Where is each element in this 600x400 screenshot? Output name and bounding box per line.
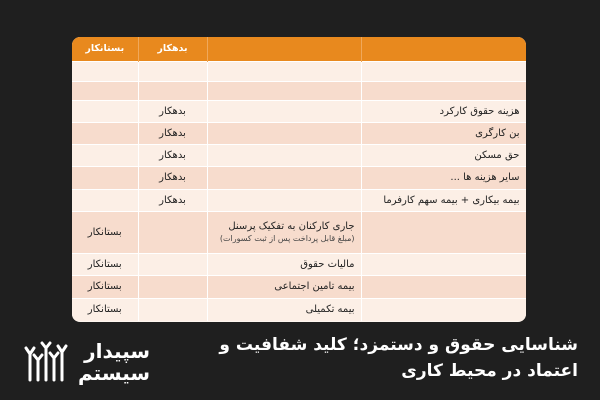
cell-description: سایر هزینه ها ... <box>361 166 526 189</box>
cell-amount <box>207 122 361 144</box>
table-row <box>72 275 526 298</box>
table-row <box>72 211 526 253</box>
table-row <box>72 298 526 321</box>
cell-amount <box>207 166 361 189</box>
table-row <box>72 253 526 275</box>
cell-debit: بدهکار <box>138 144 207 166</box>
cell-credit: بستانکار <box>72 275 138 298</box>
cell-amount: بیمه تامین اجتماعی <box>207 275 361 298</box>
cell-description: بیمه بیکاری + بیمه سهم کارفرما <box>361 189 526 211</box>
cell-debit <box>138 253 207 275</box>
cell-debit: بدهکار <box>138 100 207 122</box>
cell-amount <box>207 100 361 122</box>
cell-amount: مالیات حقوق <box>207 253 361 275</box>
cell-credit: بستانکار <box>72 298 138 321</box>
cell-debit <box>138 211 207 253</box>
cell-debit <box>138 61 207 81</box>
footer-title: شناسایی حقوق و دستمزد؛ کلید شفافیت و اعتماد در محیط کاری <box>219 335 578 381</box>
cell-debit: بدهکار <box>138 166 207 189</box>
cell-description: بن کارگری <box>361 122 526 144</box>
cell-debit <box>138 81 207 100</box>
table-row <box>72 189 526 211</box>
cell-amount <box>207 144 361 166</box>
cell-description: حق مسکن <box>361 144 526 166</box>
cell-amount-note: (مبلغ قابل پرداخت پس از ثبت کسورات) <box>219 234 355 243</box>
brand-line-2: سیستم <box>78 361 151 385</box>
journal-entry-table <box>72 37 526 321</box>
sepidar-logo-icon <box>22 338 70 386</box>
cell-credit <box>72 144 138 166</box>
cell-credit <box>72 189 138 211</box>
brand-logo <box>22 338 150 386</box>
header-credit: بستانکار <box>72 37 138 61</box>
cell-credit: بستانکار <box>72 253 138 275</box>
table-row <box>72 166 526 189</box>
brand-line-1: سپیدار <box>84 339 151 363</box>
cell-credit: بستانکار <box>72 211 138 253</box>
cell-description <box>361 81 526 100</box>
table-row <box>72 81 526 100</box>
header-description <box>361 37 526 61</box>
cell-amount <box>207 189 361 211</box>
cell-credit <box>72 61 138 81</box>
cell-credit <box>72 100 138 122</box>
table-header-row <box>72 37 526 61</box>
cell-amount <box>207 61 361 81</box>
cell-credit <box>72 122 138 144</box>
cell-amount-text: جاری کارکنان به تفکیک پرسنل <box>228 221 355 232</box>
table-row <box>72 100 526 122</box>
cell-description <box>361 275 526 298</box>
table-row <box>72 122 526 144</box>
footer-banner <box>0 322 600 400</box>
header-debit: بدهکار <box>138 37 207 61</box>
cell-credit <box>72 81 138 100</box>
cell-amount: بیمه تکمیلی <box>207 298 361 321</box>
cell-debit: بدهکار <box>138 122 207 144</box>
journal-table-card <box>72 37 526 322</box>
brand-name <box>78 340 150 384</box>
cell-debit: بدهکار <box>138 189 207 211</box>
header-col3 <box>207 37 361 61</box>
cell-description <box>361 253 526 275</box>
cell-amount <box>207 211 361 253</box>
cell-description <box>361 61 526 81</box>
cell-debit <box>138 298 207 321</box>
cell-description <box>361 298 526 321</box>
table-row <box>72 144 526 166</box>
cell-description: هزینه حقوق کارکرد <box>361 100 526 122</box>
cell-description <box>361 211 526 253</box>
cell-debit <box>138 275 207 298</box>
table-row <box>72 61 526 81</box>
cell-credit <box>72 166 138 189</box>
cell-amount <box>207 81 361 100</box>
